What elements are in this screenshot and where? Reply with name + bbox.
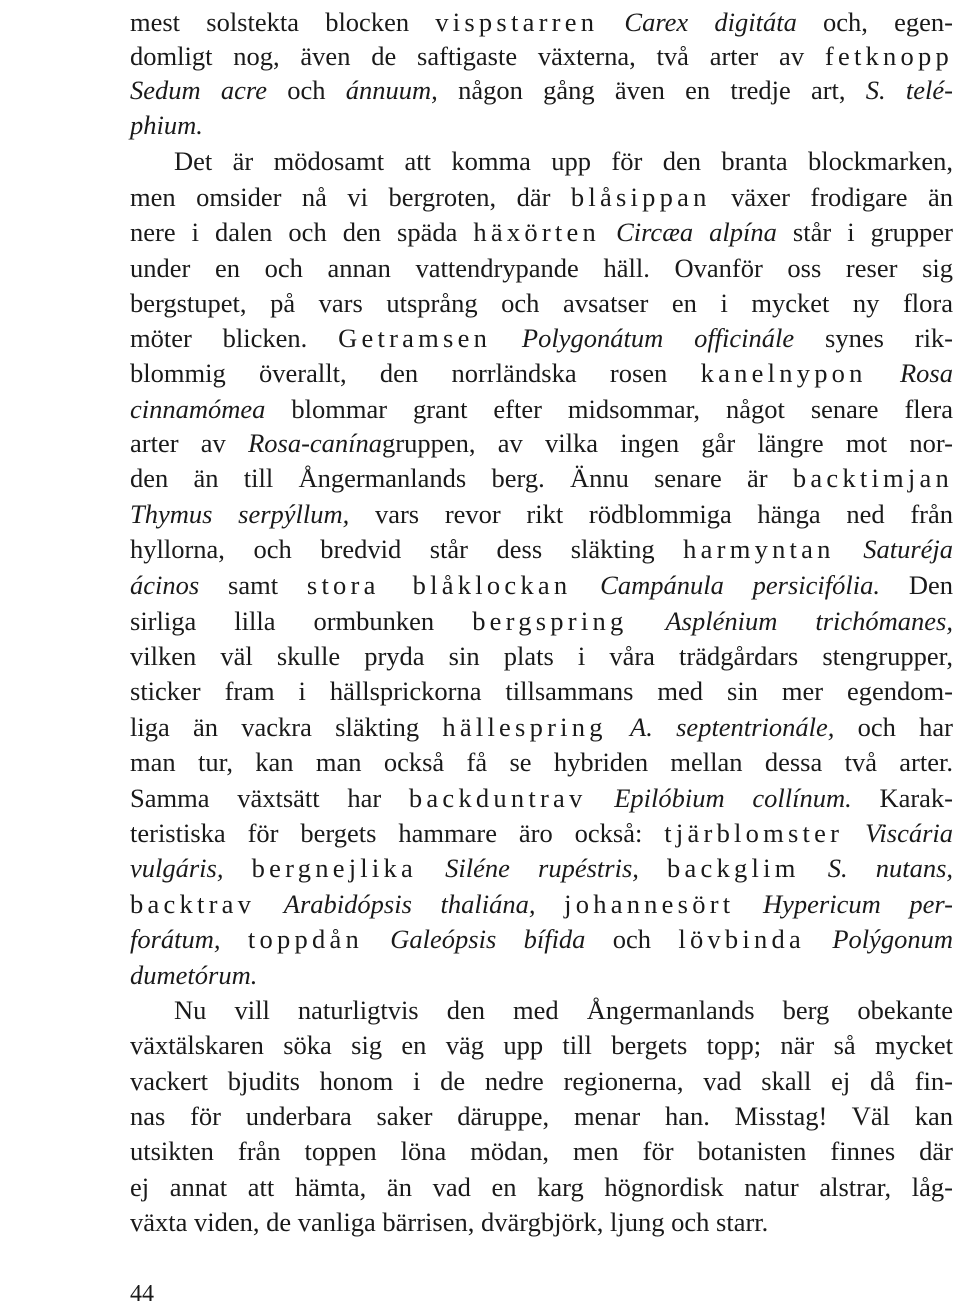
text-run: Den — [880, 570, 953, 600]
latin-name: Campánula persicifólia. — [600, 570, 881, 600]
text-line — [130, 214, 953, 250]
latin-name: Sedum acre — [130, 75, 268, 105]
text-run — [571, 570, 600, 600]
text-run: och — [585, 924, 679, 954]
latin-name: Saturéja — [863, 534, 954, 564]
text-line — [130, 460, 953, 496]
text-run: hyllorna, och bredvid står dess släkting — [130, 534, 684, 564]
text-run: bergstupet, på vars utsprång och avsatser en i mycket ny flora — [130, 288, 953, 318]
text-run: och, egen- — [796, 7, 953, 37]
latin-name: phium. — [130, 110, 203, 140]
text-run: Det är mödosamt att komma upp för den branta blockmarken, — [174, 146, 953, 176]
text-run — [363, 924, 390, 954]
text-run: den än till Ångermanlands berg. Ännu senare är — [130, 463, 793, 493]
page-number: 44 — [130, 1281, 154, 1307]
text-line — [130, 320, 953, 356]
text-run: liga än vackra släkting — [130, 712, 443, 742]
text-line — [130, 1063, 953, 1099]
text-run: står i grupper — [776, 217, 953, 247]
latin-name: ánnuum, — [345, 75, 438, 105]
text-run — [598, 7, 624, 37]
common-name: backtrav — [130, 889, 256, 919]
common-name: lövbinda — [678, 924, 806, 954]
common-name: toppdån — [247, 924, 363, 954]
text-run: växta viden, de vanliga bärrisen, dvärgbjörk, ljung och starr. — [130, 1207, 769, 1237]
text-line — [130, 709, 953, 745]
latin-name: Polygonátum officinále — [521, 323, 795, 353]
text-line — [130, 1204, 953, 1240]
text-line — [130, 886, 953, 922]
text-run: samt — [199, 570, 307, 600]
text-run — [607, 712, 630, 742]
text-run: arter av — [130, 428, 249, 458]
text-run — [221, 924, 248, 954]
common-name: backglim — [667, 853, 800, 883]
latin-name: forátum, — [130, 924, 221, 954]
text-line — [174, 992, 953, 1028]
text-run: ej annat att hämta, än vad en karg högnordisk natur alstrar, låg- — [130, 1172, 953, 1202]
common-name: hällespring — [442, 712, 607, 742]
latin-name: Epilóbium collínum. — [614, 783, 852, 813]
latin-name: S. telé- — [865, 75, 953, 105]
text-run: någon gång även en tredje art, — [437, 75, 866, 105]
latin-name: A. septentrionále, — [630, 712, 835, 742]
common-name: johannesört — [564, 889, 735, 919]
text-line — [130, 603, 953, 639]
book-page — [130, 0, 953, 1308]
text-run: möter blicken. — [130, 323, 339, 353]
common-name: bergnejlika — [251, 853, 417, 883]
latin-name: ácinos — [130, 570, 200, 600]
text-run: gruppen, av vilka ingen går längre mot nor- — [382, 428, 953, 458]
text-run: utsikten från toppen löna mödan, men för botanisten finnes där — [130, 1136, 953, 1166]
latin-name: Rosa — [900, 358, 953, 388]
text-line — [130, 1169, 953, 1205]
text-line — [130, 496, 953, 532]
common-name: kanelnypon — [700, 358, 867, 388]
latin-name: Arabidópsis thaliána, — [283, 889, 536, 919]
text-run: vars revor rikt rödblommiga hänga ned från — [349, 499, 953, 529]
text-line — [130, 179, 953, 215]
common-name: fetknopp — [824, 41, 953, 71]
text-run — [867, 358, 900, 388]
common-name: bergspring — [472, 606, 628, 636]
text-line — [130, 4, 953, 40]
latin-name: Viscária — [865, 818, 954, 848]
text-run — [255, 889, 284, 919]
common-name: stora blåklockan — [306, 570, 572, 600]
latin-name: Polýgonum — [832, 924, 954, 954]
text-line — [130, 567, 953, 603]
text-run: men omsider nå vi bergroten, där — [130, 182, 571, 212]
latin-name: Carex digitáta — [624, 7, 797, 37]
text-run — [843, 818, 865, 848]
common-name: backduntrav — [408, 783, 587, 813]
text-run: växtälskaren söka sig en väg upp till bergets topp; när så mycket — [130, 1030, 953, 1060]
text-line — [130, 107, 953, 143]
text-run: och — [267, 75, 346, 105]
text-line — [130, 1027, 953, 1063]
text-run: sirliga lilla ormbunken — [130, 606, 473, 636]
text-run — [639, 853, 667, 883]
text-run: Nu vill naturligtvis den med Ångermanlands berg obekante — [174, 995, 953, 1025]
latin-name: Thymus serpýllum, — [130, 499, 350, 529]
text-run — [800, 853, 828, 883]
text-line — [130, 250, 953, 286]
text-run — [224, 853, 252, 883]
text-line — [130, 72, 953, 108]
text-run — [627, 606, 665, 636]
latin-name: cinnamómea — [130, 394, 266, 424]
text-line — [130, 815, 953, 851]
text-line — [130, 638, 953, 674]
text-line — [130, 850, 953, 886]
text-line — [130, 957, 953, 993]
common-name: harmyntan — [683, 534, 835, 564]
text-run: vackert bjudits honom i de nedre regionerna, vad skall ej då fin- — [130, 1066, 953, 1096]
text-line — [174, 143, 953, 179]
text-run — [835, 534, 864, 564]
text-run: nere i dalen och den späda — [130, 217, 474, 247]
text-run: domligt nog, även de saftigaste växterna, två arter av — [130, 41, 825, 71]
latin-name: Galeópsis bífida — [390, 924, 586, 954]
text-line — [130, 355, 953, 391]
text-run: vilken väl skulle pryda sin plats i våra trädgårdars stengrupper, — [130, 641, 953, 671]
latin-name: Circæa alpína — [616, 217, 777, 247]
text-line — [130, 780, 953, 816]
common-name: blåsippan — [570, 182, 711, 212]
latin-name: Asplénium trichómanes, — [665, 606, 953, 636]
text-run: mest solstekta blocken — [130, 7, 436, 37]
text-run: växer frodigare än — [710, 182, 953, 212]
latin-name: S. nutans, — [827, 853, 954, 883]
text-line — [130, 531, 953, 567]
text-run — [600, 217, 616, 247]
text-run: blommar grant efter midsommar, något senare flera — [265, 394, 953, 424]
text-line — [130, 921, 953, 957]
latin-name: Hypericum per- — [763, 889, 953, 919]
text-line — [130, 38, 953, 74]
text-run: under en och annan vattendrypande häll. Ovanför oss reser sig — [130, 253, 953, 283]
text-line — [130, 1133, 953, 1169]
text-run: sticker fram i hällsprickorna tillsammans med sin mer egendom- — [130, 676, 953, 706]
latin-name: Rosa-canína — [248, 428, 383, 458]
common-name: Getramsen — [338, 323, 492, 353]
text-run — [535, 889, 564, 919]
text-run: Karak- — [851, 783, 954, 813]
text-line — [130, 673, 953, 709]
text-line — [130, 285, 953, 321]
text-run: blommig överallt, den norrländska rosen — [130, 358, 701, 388]
common-name: tjärblomster — [664, 818, 844, 848]
text-run: nas för underbara saker däruppe, menar han. Misstag! Väl kan — [130, 1101, 953, 1131]
text-run: Samma växtsätt har — [130, 783, 409, 813]
text-run: och har — [834, 712, 953, 742]
text-run: man tur, kan man också få se hybriden mellan dessa två arter. — [130, 747, 953, 777]
text-run — [587, 783, 615, 813]
text-run — [734, 889, 763, 919]
text-run — [491, 323, 522, 353]
text-run — [805, 924, 832, 954]
common-name: backtimjan — [792, 463, 953, 493]
text-run: synes rik- — [794, 323, 954, 353]
text-line — [130, 744, 953, 780]
latin-name: Siléne rupéstris, — [445, 853, 639, 883]
text-run — [417, 853, 445, 883]
text-line — [130, 1098, 953, 1134]
common-name: häxörten — [473, 217, 601, 247]
latin-name: dumetórum. — [130, 960, 258, 990]
text-line — [130, 425, 953, 461]
text-line — [130, 391, 953, 427]
common-name: vispstarren — [435, 7, 599, 37]
text-run: teristiska för bergets hammare äro också: — [130, 818, 665, 848]
latin-name: vulgáris, — [130, 853, 224, 883]
